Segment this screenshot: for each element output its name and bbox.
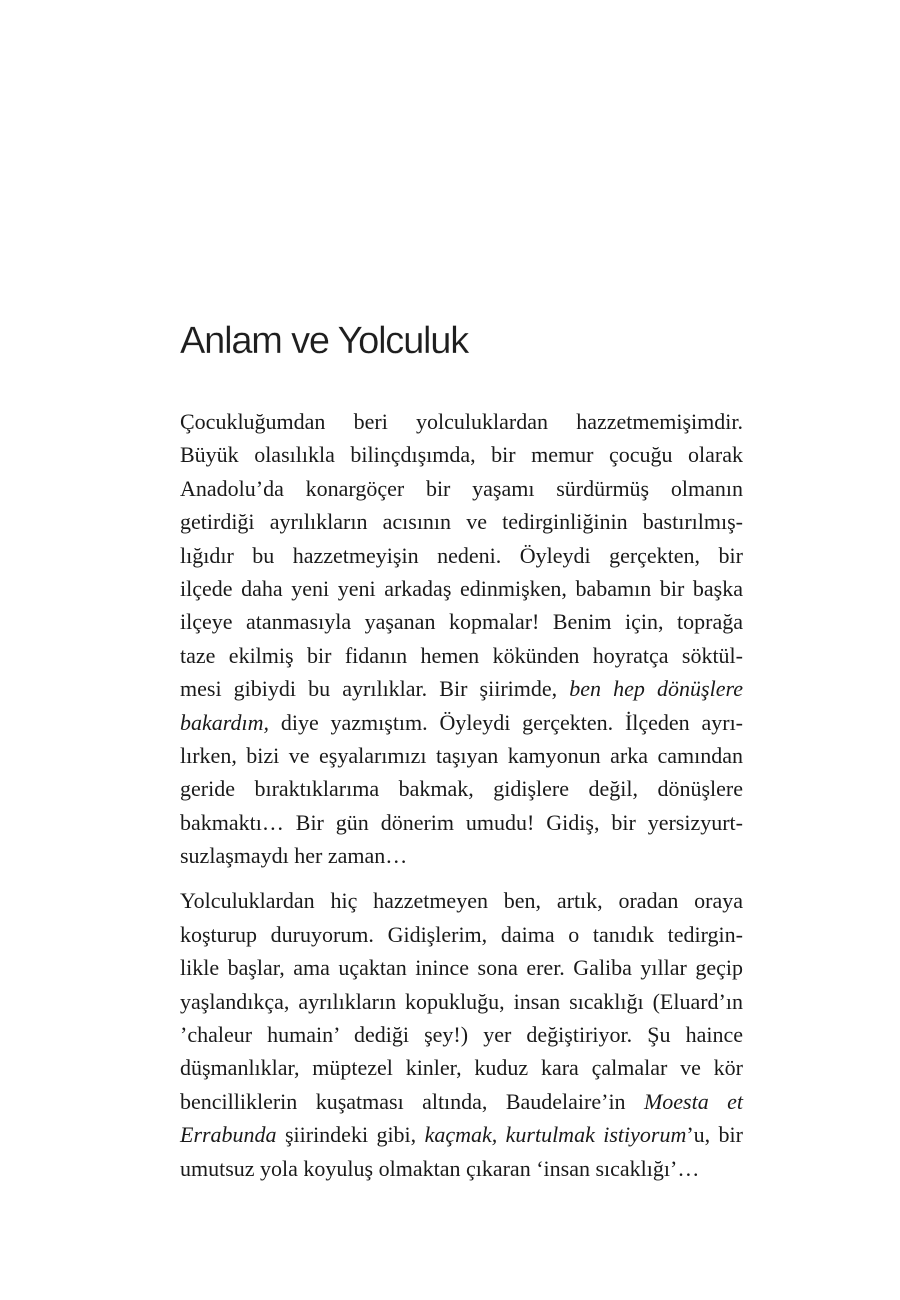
text-line [180,672,743,705]
text-line: düşmanlıklar, müptezel kinler, kuduz kara çalmalar ve kör [180,1055,743,1081]
text-line: Yolculuklardan hiç hazzetmeyen ben, artık, oradan oraya [180,888,743,914]
chapter-title: Anlam ve Yolculuk [180,320,469,362]
text-line: likle başlar, ama uçaktan inince sona erer. Galiba yıllar geçip [180,955,743,981]
text-line: ’chaleur humain’ dediği şey!) yer değiştiriyor. Şu haince [180,1022,743,1048]
paragraph-1 [180,405,743,872]
poem-quote: ben hep dönüşlere [569,676,743,702]
poem-quote: kaçmak, kurtulmak istiyorum [424,1122,687,1148]
text-line [180,706,743,739]
text-line: taze ekilmiş bir fidanın hemen kökünden hoyratça söktül- [180,642,743,668]
text-line: ilçede daha yeni yeni arkadaş edinmişken, babamın bir başka [180,575,743,601]
paragraph-2 [180,884,743,1185]
text-line: suzlaşmaydı her zaman… [180,843,408,869]
text-line: umutsuz yola koyuluş olmaktan çıkaran ‘insan sıcaklığı’… [180,1155,700,1181]
text-line: yaşlandıkça, ayrılıkların kopukluğu, insan sıcaklığı (Eluard’ın [180,988,743,1014]
text-line: lığıdır bu hazzetmeyişin nedeni. Öyleydi gerçekten, bir [180,542,743,568]
text-line: koşturup duruyorum. Gidişlerim, daima o tanıdık tedirgin- [180,921,743,947]
text-line: ilçeye atanmasıyla yaşanan kopmalar! Benim için, toprağa [180,609,743,635]
poem-quote: bakardım, [180,709,270,735]
text-line: bakmaktı… Bir gün dönerim umudu! Gidiş, bir yersizyurt- [180,809,743,835]
poem-title: Errabunda [180,1122,277,1148]
text-line: geride bıraktıklarıma bakmak, gidişlere değil, dönüşlere [180,776,743,802]
text-line [180,1085,743,1118]
text-segment: mesi gibiydi bu ayrılıklar. Bir şiirimde, [180,676,558,702]
poem-title: Moesta et [643,1088,744,1114]
text-segment: diye yazmıştım. Öyleydi gerçekten. İlçeden ayrı- [280,709,744,735]
text-line: Büyük olasılıkla bilinçdışımda, bir memur çocuğu olarak [180,442,743,468]
chapter-body [180,405,743,1185]
text-line: Çocukluğumdan beri yolculuklardan hazzetmemişimdir. [180,409,743,434]
text-segment: bencilliklerin kuşatması altında, Baudelaire’in [180,1088,626,1114]
text-line: lırken, bizi ve eşyalarımızı taşıyan kamyonun arka camından [180,742,743,768]
text-line: getirdiği ayrılıkların acısının ve tedirginliğinin bastırılmış- [180,509,743,535]
text-segment: ’u, bir [686,1122,743,1148]
text-segment: şiirindeki gibi, [284,1122,417,1148]
text-line [180,1118,743,1151]
text-line: Anadolu’da konargöçer bir yaşamı sürdürmüş olmanın [180,475,743,501]
paragraph-spacer [180,872,743,884]
